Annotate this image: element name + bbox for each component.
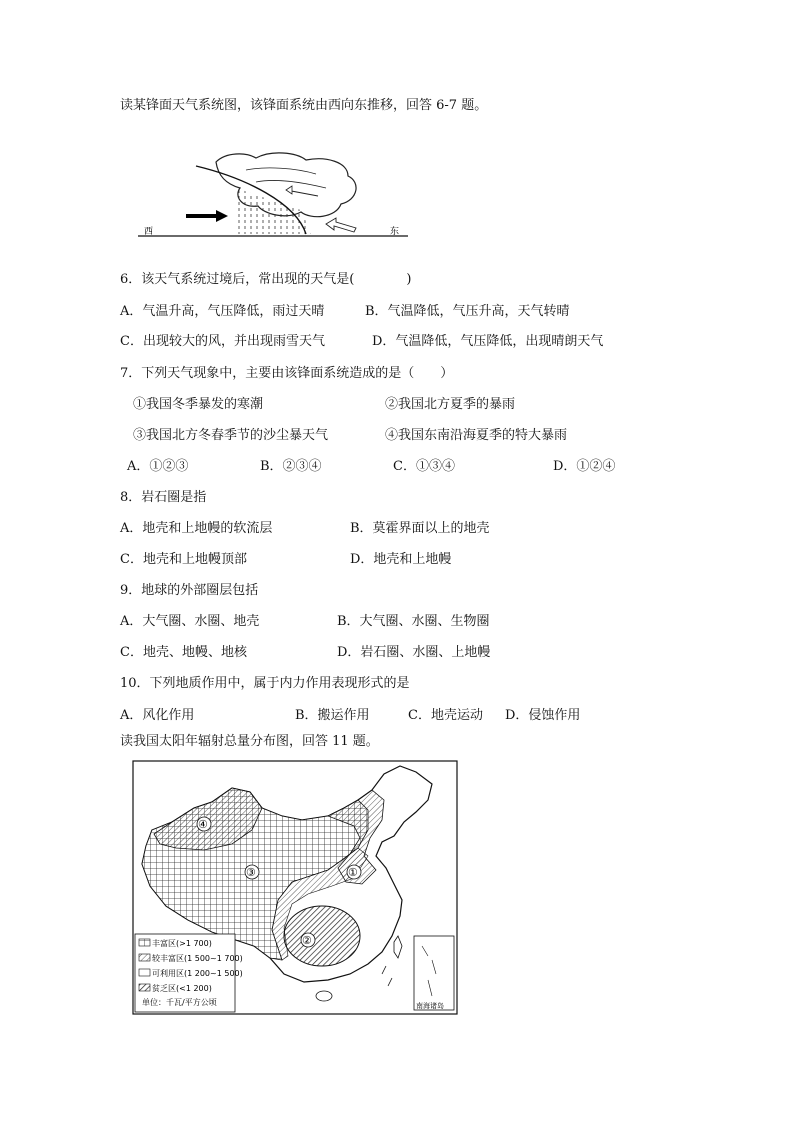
q9-option-a[interactable]: A．大气圈、水圈、地壳: [120, 614, 260, 629]
q6-option-c[interactable]: C．出现较大的风，并出现雨雪天气: [120, 334, 325, 349]
q10-option-b[interactable]: B．搬运作用: [295, 708, 370, 723]
solar-radiation-map: [132, 760, 458, 1015]
q9-option-d[interactable]: D．岩石圈、水圈、上地幔: [337, 645, 491, 660]
region-label-1: ①: [348, 866, 358, 879]
q9-option-c[interactable]: C．地壳、地幔、地核: [120, 645, 247, 660]
legend-usable: 可利用区(1 200~1 500): [152, 969, 243, 978]
front-diagram: [136, 148, 411, 243]
q9-stem: 9．地球的外部圈层包括: [120, 583, 259, 598]
q10-option-d[interactable]: D．侵蚀作用: [505, 708, 581, 723]
q6-option-a[interactable]: A．气温升高，气压降低，雨过天晴: [120, 304, 325, 319]
legend-poor: 贫乏区(<1 200): [152, 984, 212, 993]
hainan-island: [316, 991, 332, 1001]
q7-option-c[interactable]: C．①③④: [393, 459, 455, 474]
q10-option-a[interactable]: A．风化作用: [120, 708, 195, 723]
q7-stem: 7．下列天气现象中，主要由该锋面系统造成的是（ ）: [120, 366, 454, 381]
q8-stem: 8．岩石圈是指: [120, 490, 207, 505]
west-label: 西: [144, 227, 154, 237]
q8-option-d[interactable]: D．地壳和上地幔: [350, 552, 452, 567]
q7-statement-4: ④我国东南沿海夏季的特大暴雨: [385, 428, 568, 443]
region-2-area: [284, 906, 360, 966]
q10-option-c[interactable]: C．地壳运动: [408, 708, 483, 723]
q7-option-a[interactable]: A．①②③: [127, 459, 189, 474]
q7-statement-3: ③我国北方冬春季节的沙尘暴天气: [133, 428, 329, 443]
q6-option-d[interactable]: D．气温降低，气压降低，出现晴朗天气: [372, 334, 604, 349]
q6-option-b[interactable]: B．气温降低，气压升高，天气转晴: [365, 304, 570, 319]
q7-statement-1: ①我国冬季暴发的寒潮: [133, 397, 264, 412]
region-label-3: ③: [246, 866, 256, 879]
q6-stem: 6．该天气系统过境后，常出现的天气是( ): [120, 272, 412, 287]
map-legend: [135, 934, 243, 1012]
east-label: 东: [390, 227, 400, 237]
intro-front: 读某锋面天气系统图，该锋面系统由西向东推移，回答 6-7 题。: [120, 98, 488, 113]
q7-option-b[interactable]: B．②③④: [260, 459, 322, 474]
region-label-2: ②: [302, 934, 312, 947]
q8-option-b[interactable]: B．莫霍界面以上的地壳: [350, 521, 490, 536]
warm-air-arrow: [326, 218, 356, 232]
south-china-sea-inset: [414, 936, 454, 1010]
region-label-4: ④: [198, 818, 208, 831]
q7-statement-2: ②我国北方夏季的暴雨: [385, 397, 516, 412]
q8-option-a[interactable]: A．地壳和上地幔的软流层: [120, 521, 273, 536]
inset-label: 南海诸岛: [416, 1002, 444, 1010]
q9-option-b[interactable]: B．大气圈、水圈、生物圈: [337, 614, 490, 629]
legend-fairly-rich: 较丰富区(1 500~1 700): [152, 954, 243, 963]
q10-stem: 10．下列地质作用中，属于内力作用表现形式的是: [120, 676, 410, 691]
intro-map: 读我国太阳年辐射总量分布图，回答 11 题。: [120, 734, 379, 749]
q8-option-c[interactable]: C．地壳和上地幔顶部: [120, 552, 247, 567]
legend-unit: 单位：千瓦/平方公顷: [142, 998, 217, 1007]
q7-option-d[interactable]: D．①②④: [553, 459, 616, 474]
legend-rich: 丰富区(>1 700): [152, 939, 212, 948]
